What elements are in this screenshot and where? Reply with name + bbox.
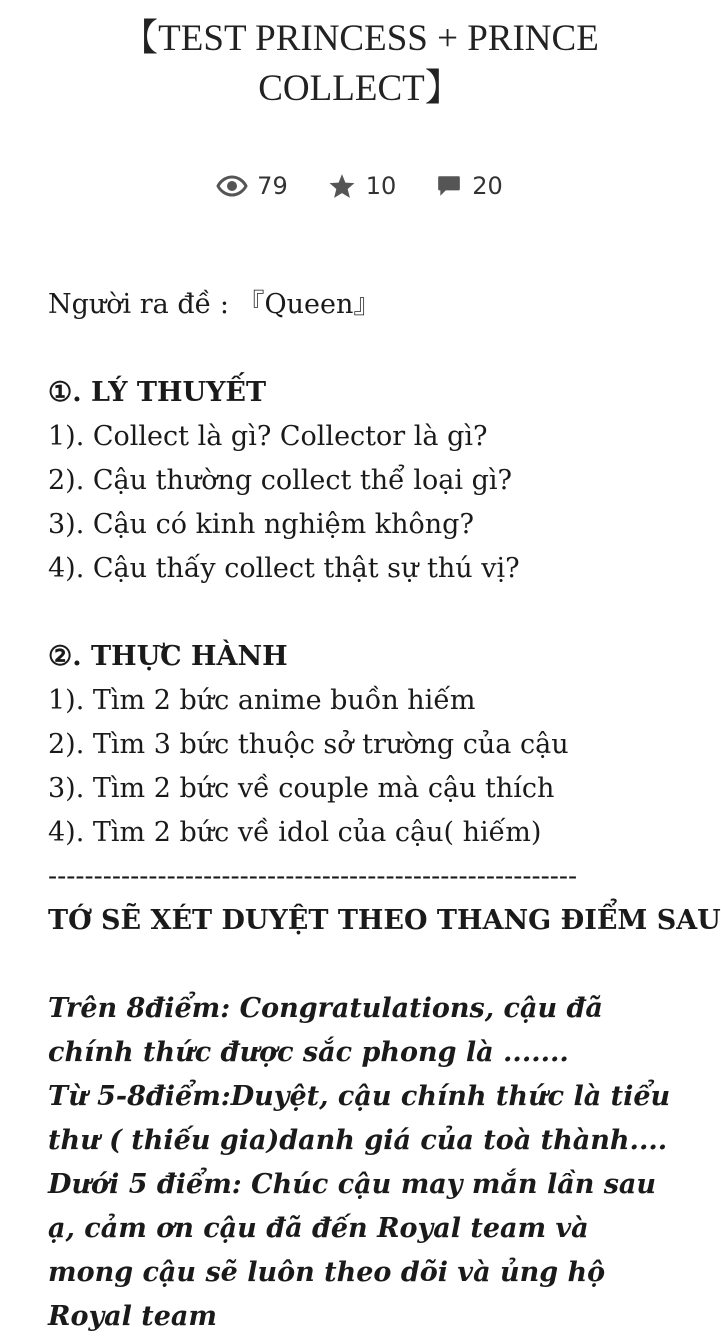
story-title: 【TEST PRINCESS + PRINCE COLLECT】 bbox=[121, 18, 599, 109]
list-item: 2). Tìm 3 bức thuộc sở trường của cậu bbox=[48, 729, 569, 760]
spacer bbox=[48, 943, 678, 987]
divider-line: ---------------------------------------------------------- bbox=[48, 861, 578, 892]
list-item: 4). Cậu thấy collect thật sự thú vị? bbox=[48, 553, 520, 584]
views-count: 79 bbox=[257, 172, 288, 200]
author-line: Người ra đề : 『Queen』 bbox=[48, 289, 381, 320]
spacer bbox=[48, 327, 678, 371]
votes-stat bbox=[328, 172, 397, 200]
section2-heading: ②. THỰC HÀNH bbox=[48, 641, 288, 672]
list-item: 3). Tìm 2 bức về couple mà cậu thích bbox=[48, 773, 555, 804]
eye-icon bbox=[217, 175, 247, 197]
story-content bbox=[48, 283, 721, 1339]
grading-item: Dưới 5 điểm: Chúc cậu may mắn lần sau ạ, cảm ơn cậu đã đến Royal team và mong cậu sẽ luôn theo dõi và ủng hộ Royal team bbox=[48, 1169, 657, 1332]
story-stats bbox=[0, 172, 720, 200]
spacer bbox=[48, 591, 678, 635]
grading-item: Từ 5-8điểm:Duyệt, cậu chính thức là tiểu thư ( thiếu gia)danh giá của toà thành.... bbox=[48, 1081, 671, 1156]
comments-stat bbox=[436, 172, 503, 200]
comment-icon bbox=[436, 173, 462, 199]
grading-heading: TỚ SẼ XÉT DUYỆT THEO THANG ĐIỂM SAU bbox=[48, 905, 721, 936]
list-item: 1). Collect là gì? Collector là gì? bbox=[48, 421, 488, 452]
star-icon bbox=[328, 173, 356, 199]
list-item: 3). Cậu có kinh nghiệm không? bbox=[48, 509, 474, 540]
list-item: 2). Cậu thường collect thể loại gì? bbox=[48, 465, 512, 496]
votes-count: 10 bbox=[365, 172, 397, 200]
views-stat bbox=[217, 172, 288, 200]
list-item: 4). Tìm 2 bức về idol của cậu( hiếm) bbox=[48, 817, 542, 848]
list-item: 1). Tìm 2 bức anime buồn hiếm bbox=[48, 685, 476, 716]
comments-count: 20 bbox=[472, 172, 503, 200]
section1-heading: ①. LÝ THUYẾT bbox=[48, 377, 267, 408]
grading-item: Trên 8điểm: Congratulations, cậu đã chính thức được sắc phong là ....... bbox=[48, 993, 603, 1068]
